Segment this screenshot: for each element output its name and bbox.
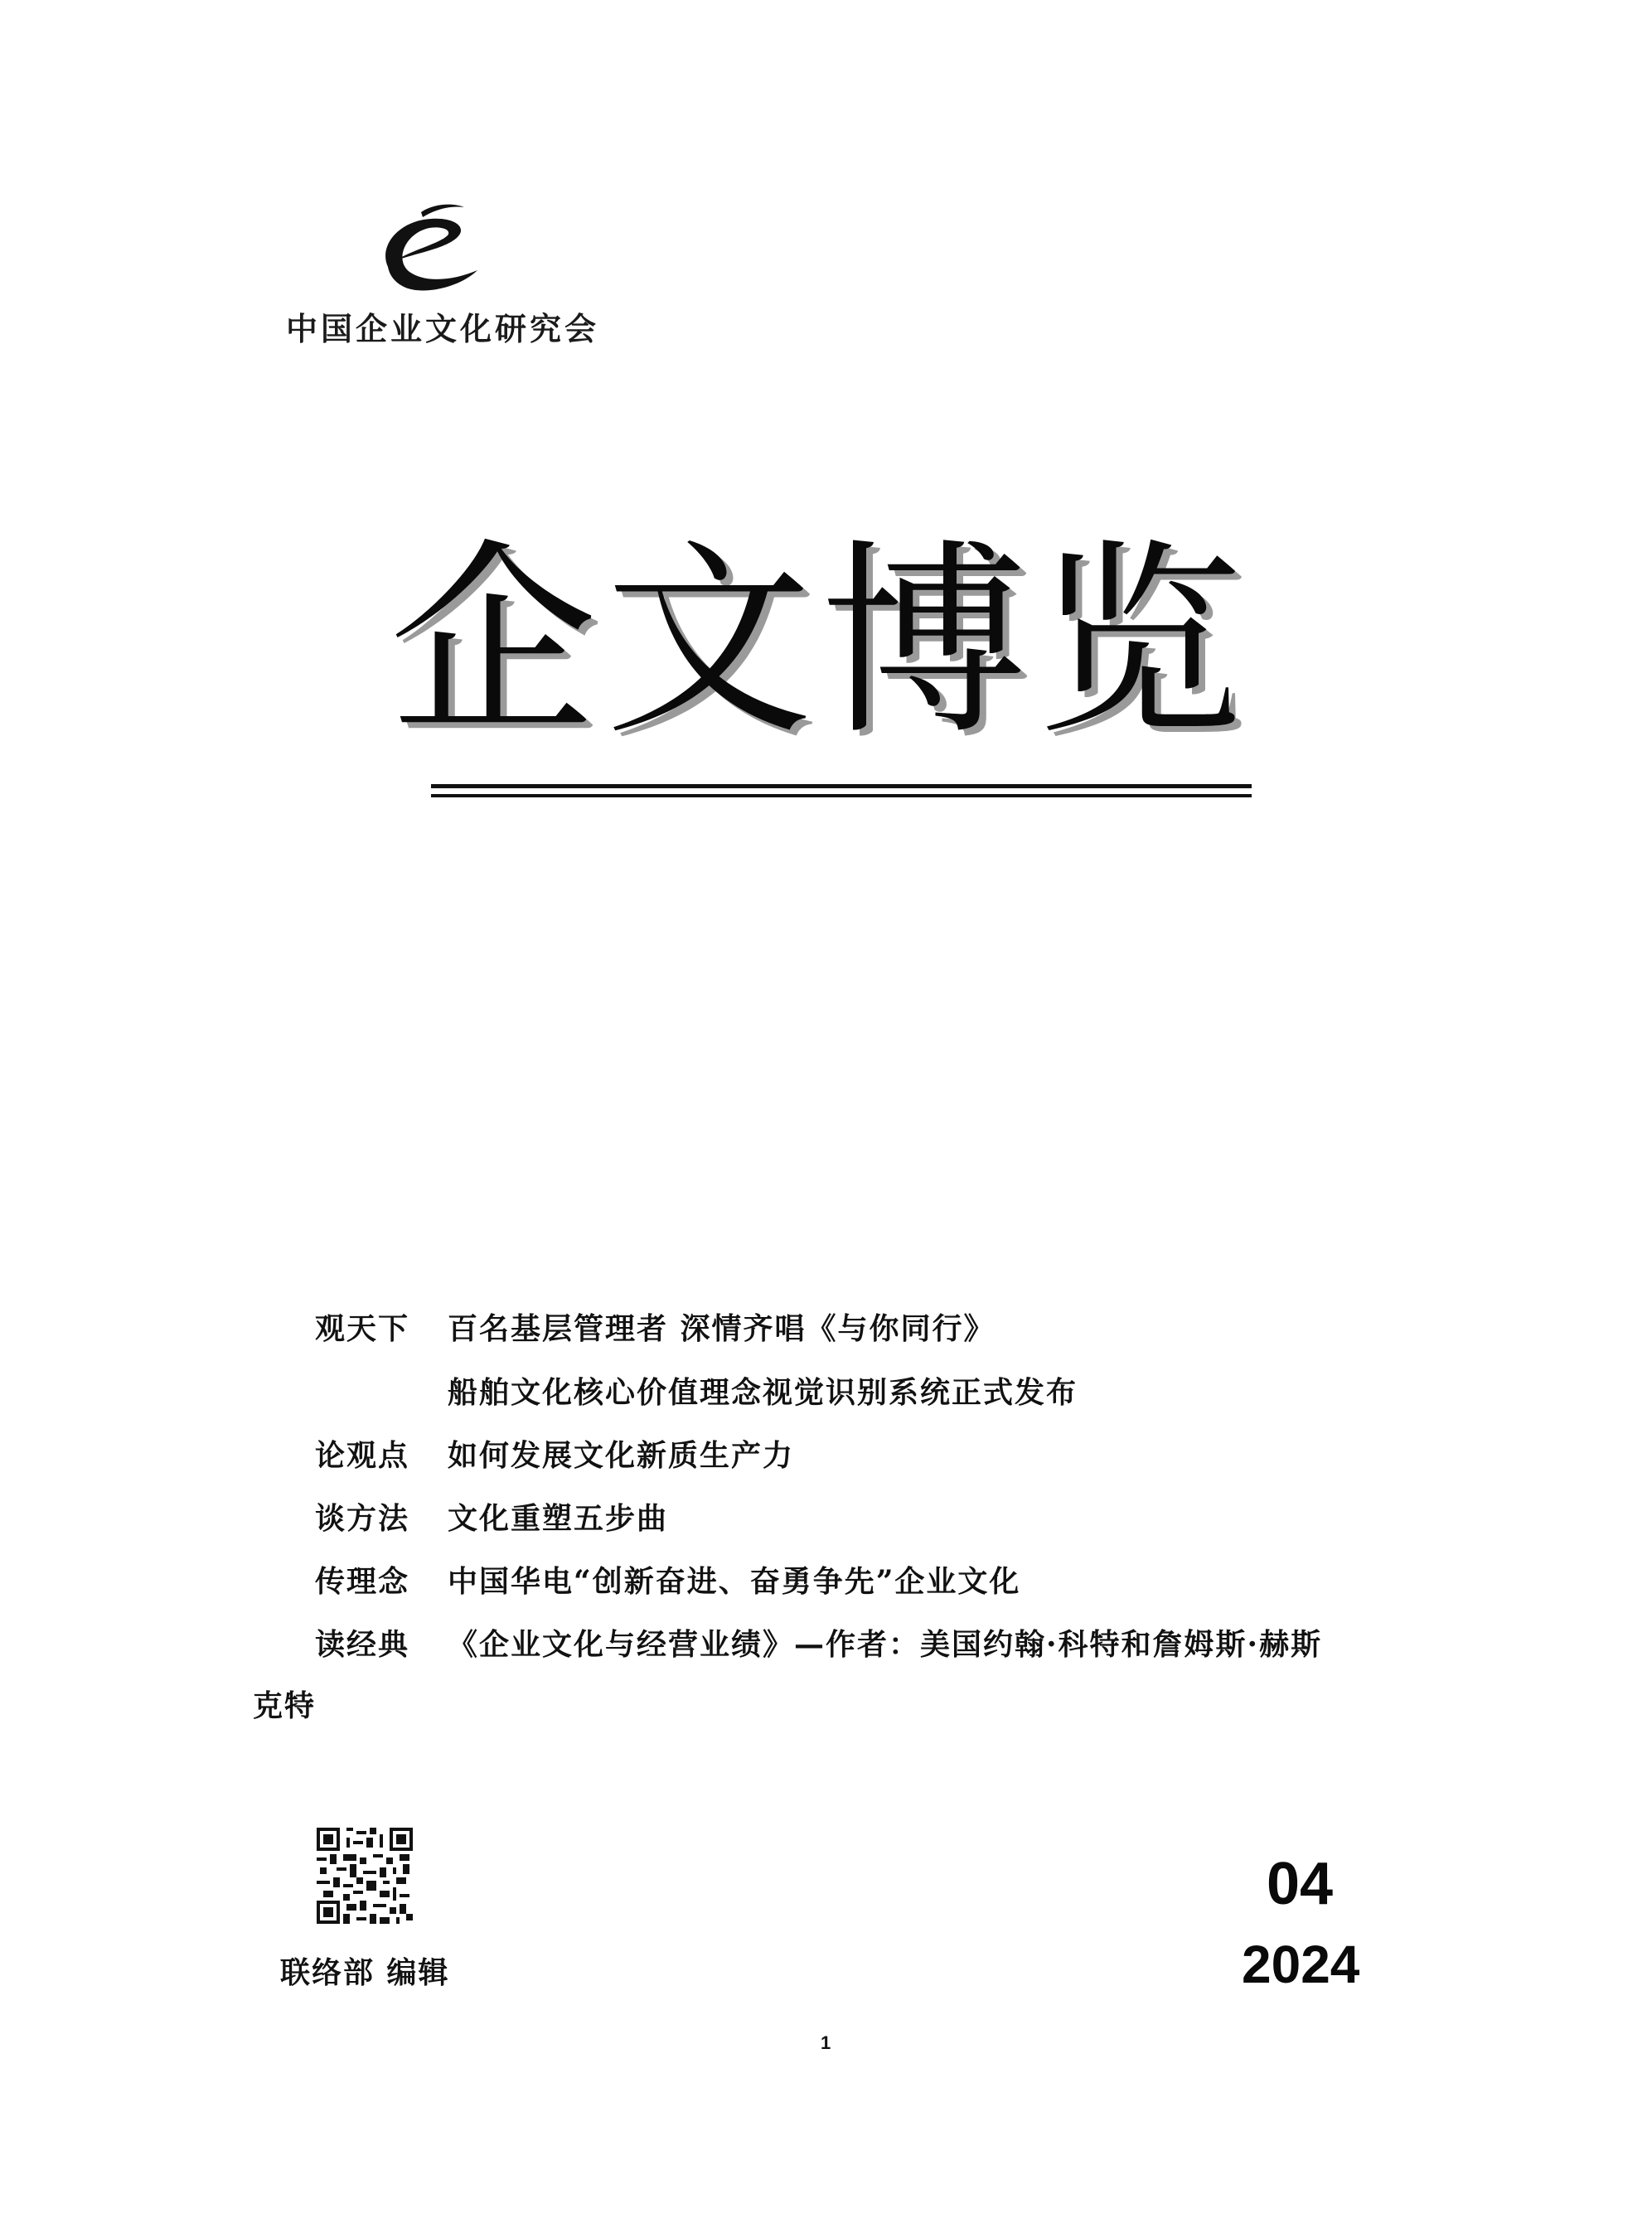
- toc-category: 观天下: [315, 1311, 410, 1346]
- toc-category: 谈方法: [315, 1501, 410, 1536]
- toc-entry-continuation: 克特: [253, 1688, 317, 1723]
- toc-entry[interactable]: 中国华电“创新奋进、奋勇争先”企业文化: [448, 1564, 1021, 1599]
- toc-entry[interactable]: 船舶文化核心价值理念视觉识别系统正式发布: [448, 1375, 1078, 1410]
- toc-entry[interactable]: 百名基层管理者 深情齐唱《与你同行》: [448, 1311, 996, 1346]
- toc-category: 论观点: [315, 1438, 410, 1473]
- organization-name: 中国企业文化研究会: [286, 310, 600, 347]
- organization-logo-icon: [371, 202, 496, 302]
- toc-entry[interactable]: 如何发展文化新质生产力: [448, 1438, 795, 1473]
- title-underline: [431, 784, 1252, 788]
- toc-category: 读经典: [315, 1627, 410, 1662]
- magazine-title: 企文博览: [390, 521, 1252, 763]
- page-number: 1: [821, 2032, 831, 2053]
- issue-number: 04: [1267, 1851, 1334, 1917]
- toc-entry[interactable]: 文化重塑五步曲: [448, 1501, 669, 1536]
- editor-credit: 联络部 编辑: [280, 1955, 450, 1990]
- qr-code-icon[interactable]: [315, 1828, 414, 1924]
- issue-year: 2024: [1242, 1935, 1360, 1994]
- title-underline-secondary: [431, 794, 1252, 797]
- toc-entry[interactable]: 《企业文化与经营业绩》—作者：美国约翰·科特和詹姆斯·赫斯: [448, 1627, 1323, 1662]
- toc-category: 传理念: [315, 1564, 410, 1599]
